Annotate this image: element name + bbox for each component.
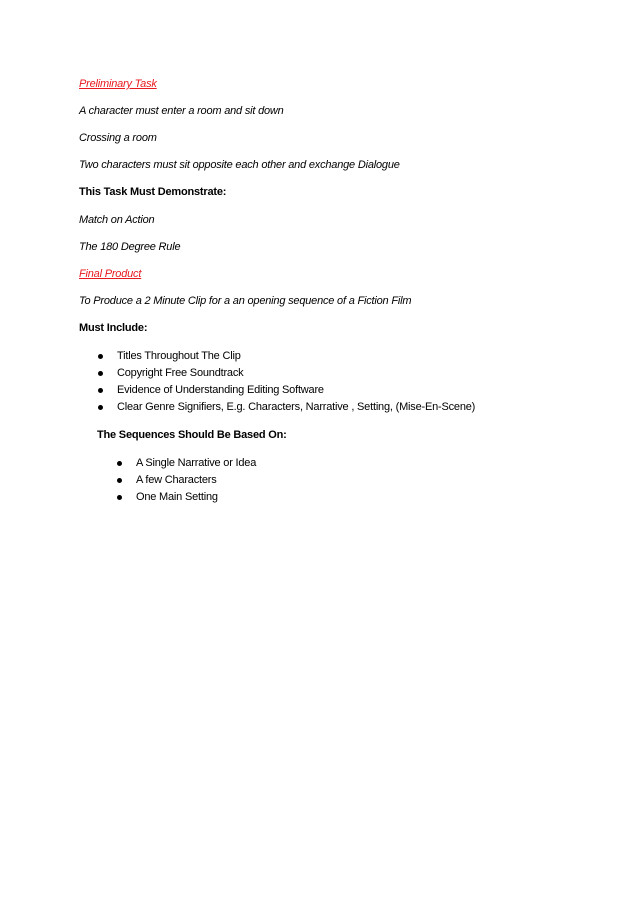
must-include-heading: Must Include:	[79, 322, 148, 334]
list-item-label: Copyright Free Soundtrack	[117, 367, 244, 379]
preliminary-line-1: A character must enter a room and sit down	[79, 105, 284, 117]
final-product-heading: Final Product	[79, 268, 142, 280]
list-item-label: Clear Genre Signifiers, E.g. Characters, Narrative , Setting, (Mise-En-Scene)	[117, 401, 476, 413]
based-on-list	[136, 455, 256, 506]
list-item-label: Titles Throughout The Clip	[117, 350, 241, 362]
preliminary-task-heading: Preliminary Task	[79, 78, 157, 90]
list-item	[117, 382, 475, 399]
bullet-icon	[98, 371, 103, 376]
must-include-list	[117, 348, 475, 416]
list-item	[117, 365, 475, 382]
preliminary-line-3: Two characters must sit opposite each other and exchange Dialogue	[79, 159, 400, 171]
bullet-icon	[117, 461, 122, 466]
demonstrate-item-2: The 180 Degree Rule	[79, 241, 181, 253]
list-item-label: One Main Setting	[136, 491, 218, 503]
based-on-heading: The Sequences Should Be Based On:	[97, 429, 287, 441]
list-item-label: A few Characters	[136, 474, 217, 486]
list-item	[136, 472, 256, 489]
list-item-label: A Single Narrative or Idea	[136, 457, 257, 469]
bullet-icon	[98, 388, 103, 393]
final-product-description: To Produce a 2 Minute Clip for a an opening sequence of a Fiction Film	[79, 295, 412, 307]
bullet-icon	[98, 354, 103, 359]
list-item-label: Evidence of Understanding Editing Software	[117, 384, 324, 396]
bullet-icon	[117, 495, 122, 500]
preliminary-line-2: Crossing a room	[79, 132, 157, 144]
demonstrate-heading: This Task Must Demonstrate:	[79, 186, 227, 198]
list-item	[136, 489, 256, 506]
demonstrate-item-1: Match on Action	[79, 214, 155, 226]
bullet-icon	[117, 478, 122, 483]
bullet-icon	[98, 405, 103, 410]
list-item	[136, 455, 256, 472]
list-item	[117, 399, 475, 416]
list-item	[117, 348, 475, 365]
